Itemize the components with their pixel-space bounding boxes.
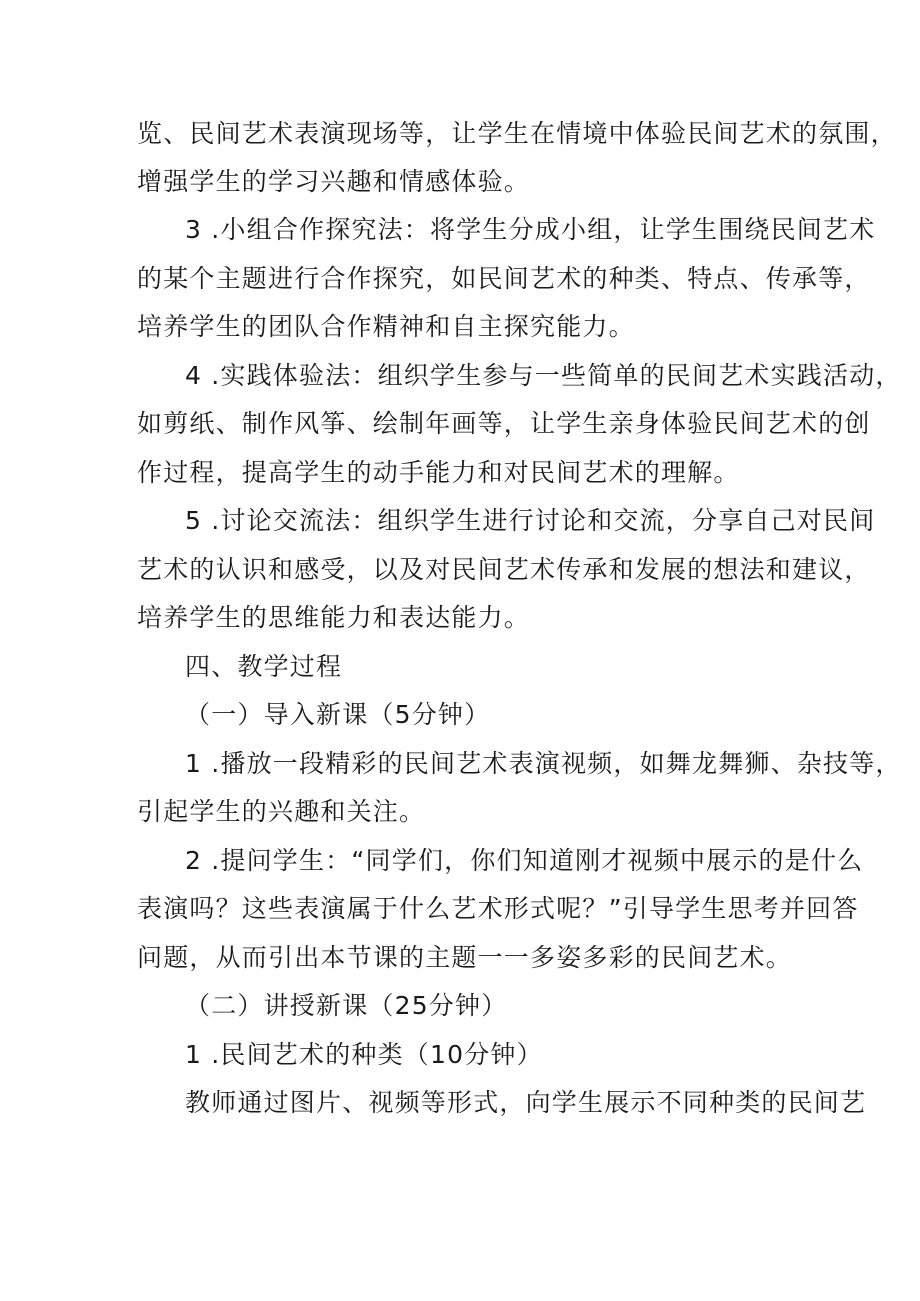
text-line: 1 .播放一段精彩的民间艺术表演视频，如舞龙舞狮、杂技等， xyxy=(185,749,902,778)
text-line: 的某个主题进行合作探究，如民间艺术的种类、特点、传承等， xyxy=(137,264,871,293)
text-line: 5 .讨论交流法：组织学生进行讨论和交流，分享自己对民间 xyxy=(185,506,876,535)
text-line: 作过程，提高学生的动手能力和对民间艺术的理解。 xyxy=(137,458,740,487)
text-line: 艺术的认识和感受，以及对民间艺术传承和发展的想法和建议， xyxy=(137,555,871,584)
text-line: 问题，从而引出本节课的主题一一多姿多彩的民间艺术。 xyxy=(137,943,793,972)
text-line: 增强学生的学习兴趣和情感体验。 xyxy=(137,167,531,196)
text-line: 培养学生的思维能力和表达能力。 xyxy=(137,603,531,632)
text-line: 培养学生的团队合作精神和自主探究能力。 xyxy=(137,312,635,341)
text-line: 如剪纸、制作风筝、绘制年画等，让学生亲身体验民间艺术的创 xyxy=(137,409,871,438)
subsection-heading: （二）讲授新课（25分钟） xyxy=(185,991,508,1020)
text-line: 引起学生的兴趣和关注。 xyxy=(137,797,426,826)
text-line: 览、民间艺术表演现场等，让学生在情境中体验民间艺术的氛围， xyxy=(137,119,897,148)
text-line: 表演吗？这些表演属于什么艺术形式呢？”引导学生思考并回答 xyxy=(137,894,859,923)
subsection-heading: 1 .民间艺术的种类（10分钟） xyxy=(185,1040,543,1069)
subsection-heading: （一）导入新课（5分钟） xyxy=(185,700,491,729)
text-line: 2 .提问学生：“同学们，你们知道刚才视频中展示的是什么 xyxy=(185,846,864,875)
text-line: 4 .实践体验法：组织学生参与一些简单的民间艺术实践活动， xyxy=(185,361,902,390)
section-heading: 四、教学过程 xyxy=(185,652,343,681)
text-line: 教师通过图片、视频等形式，向学生展示不同种类的民间艺 xyxy=(185,1088,867,1117)
text-line: 3 .小组合作探究法：将学生分成小组，让学生围绕民间艺术 xyxy=(185,215,876,244)
